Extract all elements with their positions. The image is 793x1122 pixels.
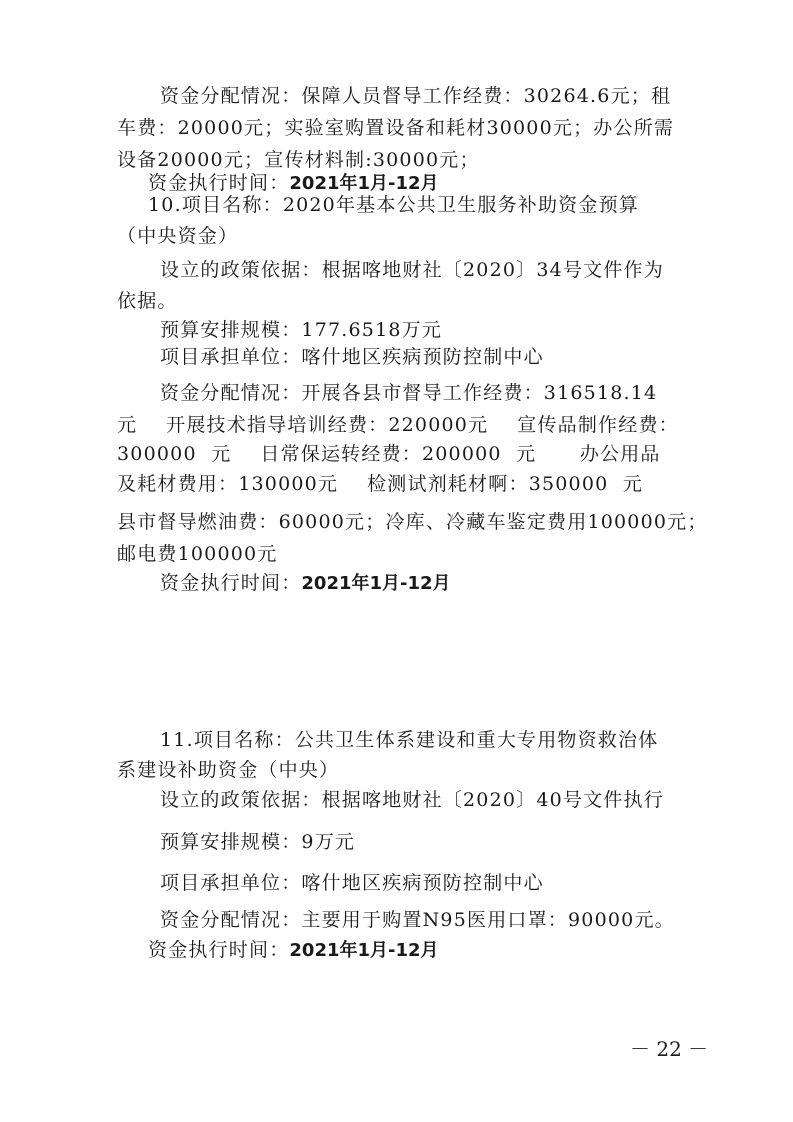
alloc-line: 设备20000元；宣传材料制:30000元； bbox=[117, 149, 480, 171]
budget-line: 预算安排规模：177.6518万元 bbox=[160, 319, 443, 341]
alloc-line: 资金分配情况：开展各县市督导工作经费：316518.14 bbox=[160, 382, 658, 404]
project-title: 10.项目名称：2020年基本公共卫生服务补助资金预算 bbox=[148, 194, 639, 216]
policy-basis-line: 设立的政策依据：根据喀地财社〔2020〕34号文件作为 bbox=[160, 259, 664, 281]
budget-line: 预算安排规模：9万元 bbox=[160, 831, 356, 853]
exec-time-label: 资金执行时间： bbox=[148, 172, 290, 194]
exec-time-value: 2021年1月-12月 bbox=[289, 940, 439, 961]
project-title: 11.项目名称：公共卫生体系建设和重大专用物资救治体 bbox=[160, 729, 659, 751]
exec-time-label: 资金执行时间： bbox=[160, 572, 302, 594]
project-title: （中央资金） bbox=[117, 225, 239, 247]
page-number: － 22 － bbox=[630, 1037, 709, 1061]
alloc-line: 车费：20000元；实验室购置设备和耗材30000元；办公所需 bbox=[117, 117, 675, 139]
alloc-line: 及耗材费用：130000元 检测试剂耗材啊：350000 元 bbox=[117, 473, 644, 495]
alloc-line: 县市督导燃油费：60000元；冷库、冷藏车鉴定费用100000元； bbox=[117, 511, 708, 533]
policy-basis-line: 设立的政策依据：根据喀地财社〔2020〕40号文件执行 bbox=[160, 789, 664, 811]
exec-time-line bbox=[148, 938, 439, 963]
policy-basis-line: 依据。 bbox=[117, 290, 178, 312]
exec-time-label: 资金执行时间： bbox=[148, 939, 290, 961]
unit-line: 项目承担单位：喀什地区疾病预防控制中心 bbox=[160, 346, 544, 368]
exec-time-line bbox=[160, 571, 451, 596]
alloc-line: 资金分配情况：主要用于购置N95医用口罩：90000元。 bbox=[160, 909, 675, 931]
unit-line: 项目承担单位：喀什地区疾病预防控制中心 bbox=[160, 872, 544, 894]
alloc-line: 300000 元 日常保运转经费：200000 元 办公用品 bbox=[117, 443, 661, 465]
exec-time-value: 2021年1月-12月 bbox=[289, 173, 439, 194]
alloc-line: 邮电费100000元 bbox=[117, 543, 278, 565]
project-title: 系建设补助资金（中央） bbox=[117, 759, 340, 781]
alloc-line: 元 开展技术指导培训经费：220000元 宣传品制作经费： bbox=[117, 414, 679, 436]
alloc-line: 资金分配情况：保障人员督导工作经费：30264.6元；租 bbox=[160, 85, 672, 107]
exec-time-value: 2021年1月-12月 bbox=[301, 573, 451, 594]
